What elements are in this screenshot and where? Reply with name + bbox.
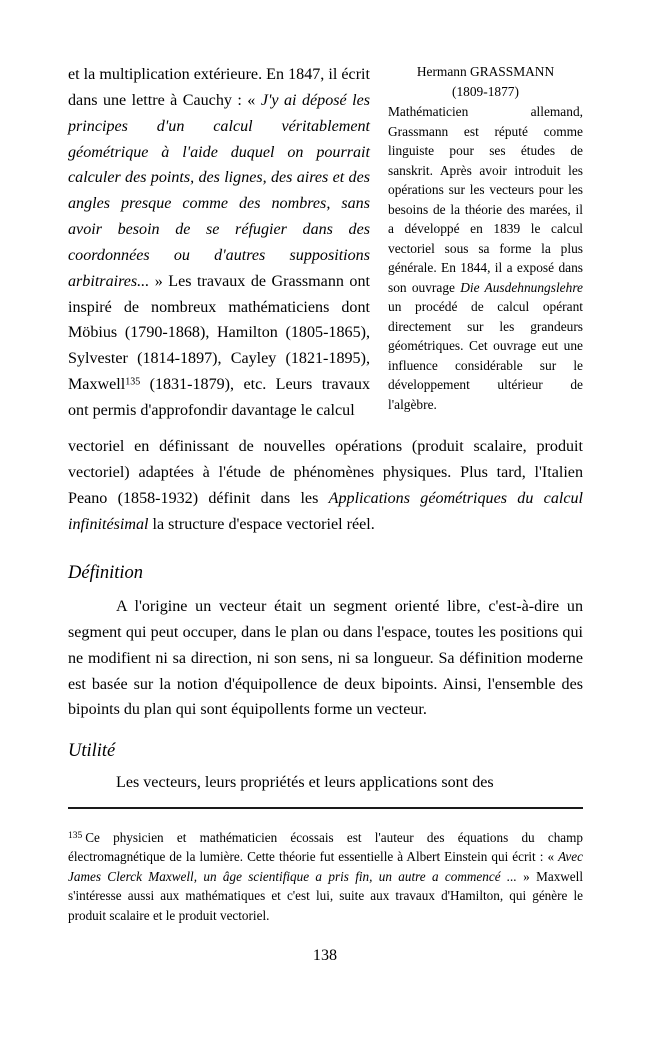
section-paragraph-utilite: Les vecteurs, leurs propriétés et leurs applications sont des (116, 774, 494, 791)
footnote-text: Ce physicien et mathématicien écossais est l'auteur des équations du champ électromagnétique de la lumière. Cette théorie fut essentielle à Albert Einstein qui écrit : « Avec James Clerck Maxwell, un âge scientifique a pris fin, un autre a commencé ... » Maxwell s'intéresse aussi aux mathématiques et c'est lui, suite aux travaux d'Hamilton, qui génère le produit scalaire et le produit vectoriel. (68, 830, 583, 923)
footnote-separator-rule (68, 807, 583, 809)
footnote-135 (68, 828, 583, 925)
two-column-block (68, 62, 583, 434)
grassmann-biography-box (388, 62, 583, 414)
footnote-marker: 135 (68, 830, 83, 841)
section-heading-utilite: Utilité (68, 741, 116, 761)
page-number: 138 (312, 947, 338, 964)
left-column-paragraph: et la multiplication extérieure. En 1847, il écrit dans une lettre à Cauchy : « J'y ai déposé les principes d'un calcul véritablement géométrique à l'aide duquel on pourrait calculer des points, des lignes, des aires et des angles presque comme des nombres, sans avoir besoin de se réfugier dans des coordonnées ou d'autres suppositions arbitraires... » Les travaux de Grassmann ont inspiré de nombreux mathématiciens dont Möbius (1790-1868), Hamilton (1805-1865), Sylvester (1814-1897), Cayley (1821-1895), Maxwell$^{135}$ (1831-1879), etc. Leurs travaux ont permis d'approfondir davantage le calcul (68, 66, 370, 419)
biography-dates: (1809-1877) (452, 83, 519, 99)
section-paragraph-definition: A l'origine un vecteur était un segment orienté libre, c'est-à-dire un segment qui peut occuper, dans le plan ou dans l'espace, toutes les positions qui ne modifient ni sa direction, ni son sens, ni sa longueur. Sa définition moderne est basée sur la notion d'équipollence de deux bipoints. Ainsi, l'ensemble des bipoints du plan qui sont équipollents forme un vecteur. (68, 598, 583, 719)
section-heading-definition: Définition (68, 563, 144, 583)
biography-title: Hermann GRASSMANN (416, 64, 555, 79)
body-paragraph-continuation: vectoriel en définissant de nouvelles opérations (produit scalaire, produit vectoriel) adaptées à l'étude de phénomènes physiques. Plus tard, l'Italien Peano (1858-1932) définit dans les Applications géométriques du calcul infinitésimal la structure d'espace vectoriel réel. (68, 438, 583, 533)
biography-body: Mathématicien allemand, Grassmann est réputé comme linguiste pour ses études de sanskrit. Après avoir introduit les opérations sur les vecteurs pour les besoins de la théorie des marées, il a développé en 1839 le calcul vectoriel sous sa forme la plus générale. En 1844, il a exposé dans son ouvrage Die Ausdehnungslehre un procédé de calcul opérant directement sur les grandeurs géométriques. Cet ouvrage eut une influence considérable sur le développement ultérieur de l'algèbre. (388, 104, 583, 412)
